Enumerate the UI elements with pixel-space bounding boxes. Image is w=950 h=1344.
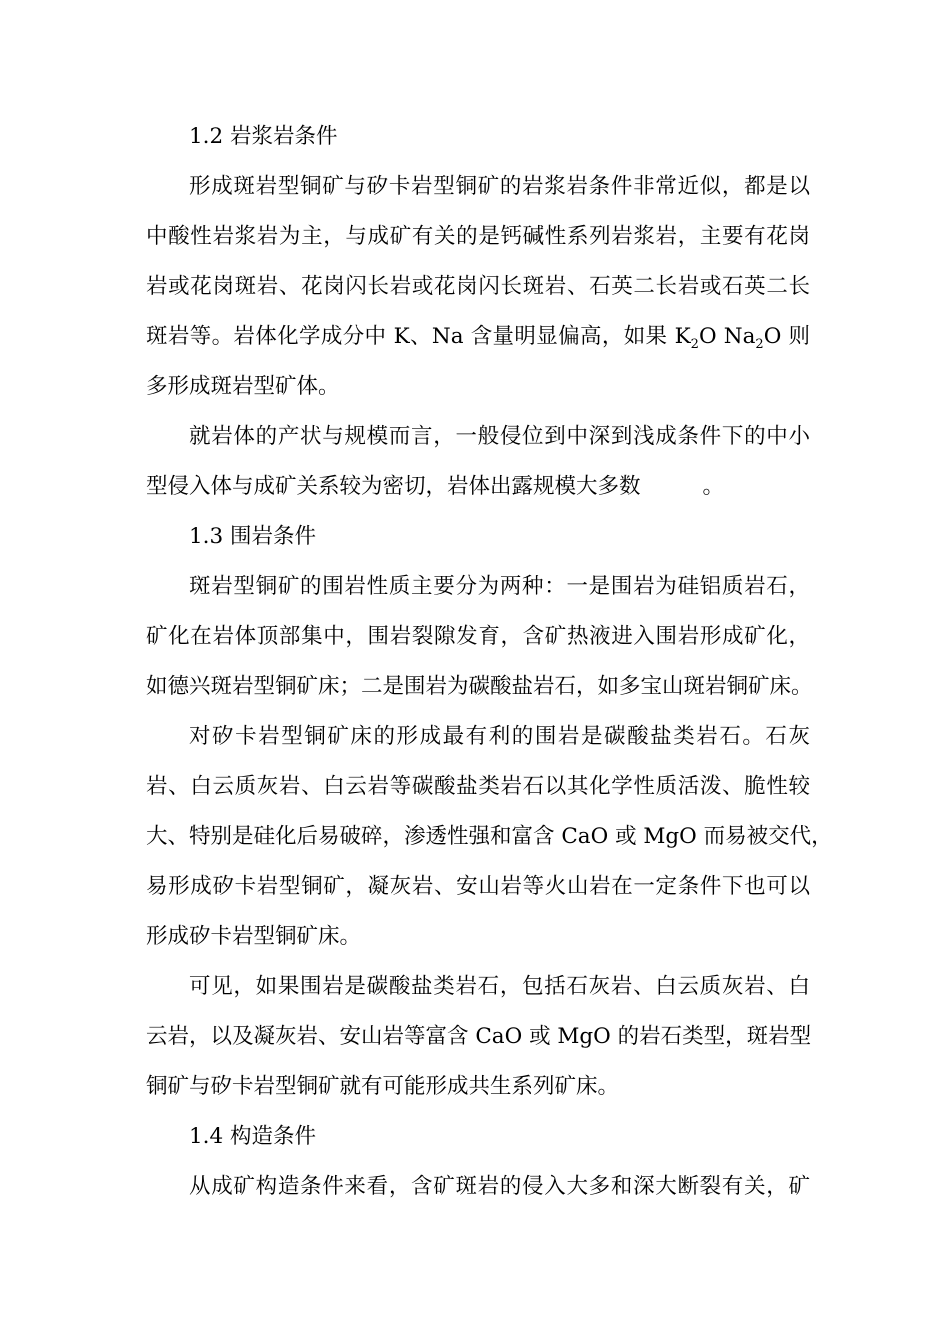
subscript: 2 xyxy=(755,337,764,352)
text-line: 中酸性岩浆岩为主，与成矿有关的是钙碱性系列岩浆岩，主要有花岗 xyxy=(146,224,810,249)
text-line: 云岩，以及凝灰岩、安山岩等富含 CaO 或 MgO 的岩石类型，斑岩型 xyxy=(146,1024,812,1049)
subscript: 2 xyxy=(690,337,699,352)
paragraph-structural-conditions xyxy=(146,1162,810,1212)
text-line: 斑岩型铜矿的围岩性质主要分为两种：一是围岩为硅铝质岩石， xyxy=(189,574,810,599)
text-line: 就岩体的产状与规模而言，一般侵位到中深到浅成条件下的中小 xyxy=(189,424,810,449)
text-line: 多形成斑岩型矿体。 xyxy=(146,374,340,399)
document-body xyxy=(146,112,833,1212)
text-line: 从成矿构造条件来看，含矿斑岩的侵入大多和深大断裂有关，矿 xyxy=(189,1174,810,1199)
text-line: 大、特别是硅化后易破碎，渗透性强和富含 CaO 或 MgO 而易被交代， xyxy=(146,824,833,849)
text-line: 形成斑岩型铜矿与矽卡岩型铜矿的岩浆岩条件非常近似，都是以 xyxy=(189,174,810,199)
text-line: 岩或花岗斑岩、花岗闪长岩或花岗闪长斑岩、石英二长岩或石英二长 xyxy=(146,274,810,299)
paragraph-conclusion xyxy=(146,962,810,1112)
paragraph-wall-rock-types xyxy=(146,562,813,712)
text-run: O Na xyxy=(698,324,756,349)
text-run: 斑岩等。岩体化学成分中 K、Na 含量明显偏高，如果 K xyxy=(146,324,691,349)
paragraph-skarn-wall-rock xyxy=(146,712,833,962)
section-heading-1-2: 1.2 岩浆岩条件 xyxy=(189,124,338,149)
text-run: 型侵入体与成矿关系较为密切，岩体出露规模大多数 xyxy=(146,474,641,499)
paragraph-magmatic-conditions xyxy=(146,162,810,412)
text-line: 如德兴斑岩型铜矿床；二是围岩为碳酸盐岩石，如多宝山斑岩铜矿床。 xyxy=(146,674,813,699)
text-line: 矿化在岩体顶部集中，围岩裂隙发育，含矿热液进入围岩形成矿化， xyxy=(146,624,810,649)
text-line: 铜矿与矽卡岩型铜矿就有可能形成共生系列矿床。 xyxy=(146,1074,620,1099)
text-line: 可见，如果围岩是碳酸盐类岩石，包括石灰岩、白云质灰岩、白 xyxy=(189,974,810,999)
text-line: 形成矽卡岩型铜矿床。 xyxy=(146,924,362,949)
text-line: 易形成矽卡岩型铜矿，凝灰岩、安山岩等火山岩在一定条件下也可以 xyxy=(146,874,810,899)
section-heading-1-3: 1.3 围岩条件 xyxy=(189,524,317,549)
text-line-with-gap xyxy=(146,462,810,512)
text-run: O 则 xyxy=(763,324,811,349)
text-line: 岩、白云质灰岩、白云岩等碳酸盐类岩石以其化学性质活泼、脆性较 xyxy=(146,774,810,799)
text-run: 。 xyxy=(702,474,725,499)
paragraph-intrusion-scale xyxy=(146,412,810,512)
section-heading-1-4: 1.4 构造条件 xyxy=(189,1124,317,1149)
text-line-formula xyxy=(146,312,810,362)
text-line: 对矽卡岩型铜矿床的形成最有利的围岩是碳酸盐类岩石。石灰 xyxy=(189,724,810,749)
